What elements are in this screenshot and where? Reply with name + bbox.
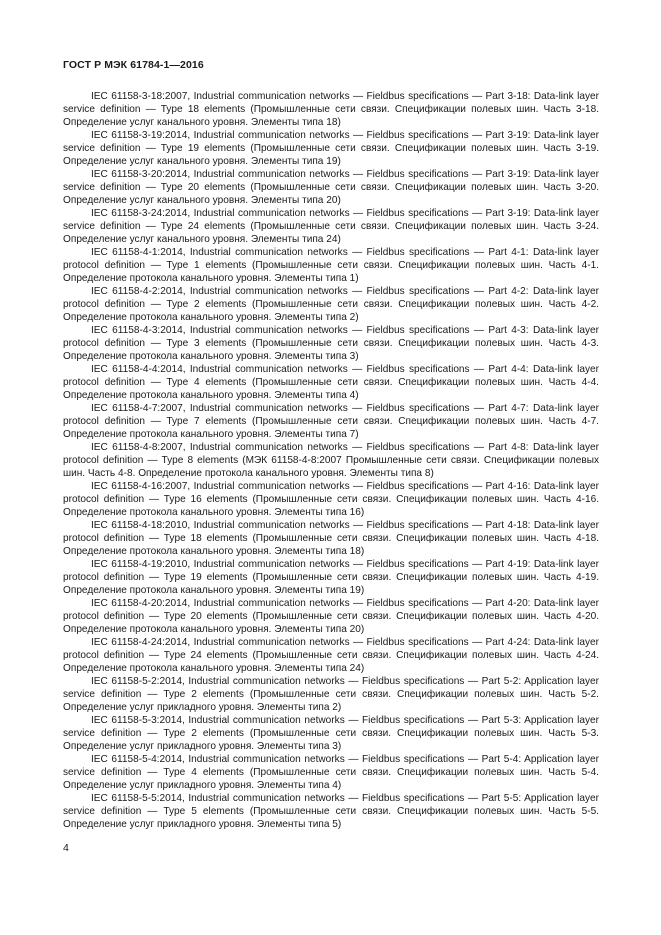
reference-item: IEC 61158-3-18:2007, Industrial communication networks — Fieldbus specifications — Part 3-18: Data-link layer service definition — Type 18 elements (Промышленные сети связи. Спецификации полевых шин. Часть 3-18. Определение услуг канального уровня. Элементы типа 18) — [63, 91, 599, 128]
reference-item: IEC 61158-4-24:2014, Industrial communication networks — Fieldbus specifications — Part 4-24: Data-link layer protocol definition — Type 24 elements (Промышленные сети связи. Спецификации полевых шин. Часть 4-24. Определение протокола канального уровня. Элементы типа 24) — [63, 637, 599, 674]
reference-item: IEC 61158-5-3:2014, Industrial communication networks — Fieldbus specifications — Part 5-3: Application layer service definition — Type 2 elements (Промышленные сети связи. Спецификации полевых шин. Часть 5-3. Определение услуг прикладного уровня. Элементы типа 3) — [63, 715, 599, 752]
reference-item: IEC 61158-5-2:2014, Industrial communication networks — Fieldbus specifications — Part 5-2: Application layer service definition — Type 2 elements (Промышленные сети связи. Спецификации полевых шин. Часть 5-2. Определение услуг прикладного уровня. Элементы типа 2) — [63, 676, 599, 713]
reference-item: IEC 61158-3-19:2014, Industrial communication networks — Fieldbus specifications — Part 3-19: Data-link layer service definition — Type 19 elements (Промышленные сети связи. Спецификации полевых шин. Часть 3-19. Определение услуг канального уровня. Элементы типа 19) — [63, 130, 599, 167]
reference-item: IEC 61158-4-7:2007, Industrial communication networks — Fieldbus specifications — Part 4-7: Data-link layer protocol definition — Type 7 elements (Промышленные сети связи. Спецификации полевых шин. Часть 4-7. Определение протокола канального уровня. Элементы типа 7) — [63, 403, 599, 440]
reference-item: IEC 61158-4-16:2007, Industrial communication networks — Fieldbus specifications — Part 4-16: Data-link layer protocol definition — Type 16 elements (Промышленные сети связи. Спецификации полевых шин. Часть 4-16. Определение протокола канального уровня. Элементы типа 16) — [63, 481, 599, 518]
reference-list — [63, 90, 599, 831]
reference-item: IEC 61158-4-18:2010, Industrial communication networks — Fieldbus specifications — Part 4-18: Data-link layer protocol definition — Type 18 elements (Промышленные сети связи. Спецификации полевых шин. Часть 4-18. Определение протокола канального уровня. Элементы типа 18) — [63, 520, 599, 557]
reference-item: IEC 61158-4-3:2014, Industrial communication networks — Fieldbus specifications — Part 4-3: Data-link layer protocol definition — Type 3 elements (Промышленные сети связи. Спецификации полевых шин. Часть 4-3. Определение протокола канального уровня. Элементы типа 3) — [63, 325, 599, 362]
reference-item: IEC 61158-4-19:2010, Industrial communication networks — Fieldbus specifications — Part 4-19: Data-link layer protocol definition — Type 19 elements (Промышленные сети связи. Спецификации полевых шин. Часть 4-19. Определение протокола канального уровня. Элементы типа 19) — [63, 559, 599, 596]
reference-item: IEC 61158-5-4:2014, Industrial communication networks — Fieldbus specifications — Part 5-4: Application layer service definition — Type 4 elements (Промышленные сети связи. Спецификации полевых шин. Часть 5-4. Определение услуг прикладного уровня. Элементы типа 4) — [63, 754, 599, 791]
reference-item: IEC 61158-4-20:2014, Industrial communication networks — Fieldbus specifications — Part 4-20: Data-link layer protocol definition — Type 20 elements (Промышленные сети связи. Спецификации полевых шин. Часть 4-20. Определение протокола канального уровня. Элементы типа 20) — [63, 598, 599, 635]
reference-item: IEC 61158-5-5:2014, Industrial communication networks — Fieldbus specifications — Part 5-5: Application layer service definition — Type 5 elements (Промышленные сети связи. Спецификации полевых шин. Часть 5-5. Определение услуг прикладного уровня. Элементы типа 5) — [63, 793, 599, 830]
reference-item: IEC 61158-4-2:2014, Industrial communication networks — Fieldbus specifications — Part 4-2: Data-link layer protocol definition — Type 2 elements (Промышленные сети связи. Спецификации полевых шин. Часть 4-2. Определение протокола канального уровня. Элементы типа 2) — [63, 286, 599, 323]
page-number: 4 — [63, 842, 69, 854]
document-header: ГОСТ Р МЭК 61784-1—2016 — [63, 59, 204, 71]
reference-item: IEC 61158-3-20:2014, Industrial communication networks — Fieldbus specifications — Part 3-19: Data-link layer service definition — Type 20 elements (Промышленные сети связи. Спецификации полевых шин. Часть 3-20. Определение услуг канального уровня. Элементы типа 20) — [63, 169, 599, 206]
reference-item: IEC 61158-4-8:2007, Industrial communication networks — Fieldbus specifications — Part 4-8: Data-link layer protocol definition — Type 8 elements (МЭК 61158-4-8:2007 Промышленные сети связи. Спецификации полевых шин. Часть 4-8. Определение протокола канального уровня. Элементы типа 8) — [63, 442, 599, 479]
reference-item: IEC 61158-4-4:2014, Industrial communication networks — Fieldbus specifications — Part 4-4: Data-link layer protocol definition — Type 4 elements (Промышленные сети связи. Спецификации полевых шин. Часть 4-4. Определение протокола канального уровня. Элементы типа 4) — [63, 364, 599, 401]
reference-item: IEC 61158-4-1:2014, Industrial communication networks — Fieldbus specifications — Part 4-1: Data-link layer protocol definition — Type 1 elements (Промышленные сети связи. Спецификации полевых шин. Часть 4-1. Определение протокола канального уровня. Элементы типа 1) — [63, 247, 599, 284]
reference-item: IEC 61158-3-24:2014, Industrial communication networks — Fieldbus specifications — Part 3-19: Data-link layer service definition — Type 24 elements (Промышленные сети связи. Спецификации полевых шин. Часть 3-24. Определение услуг канального уровня. Элементы типа 24) — [63, 208, 599, 245]
